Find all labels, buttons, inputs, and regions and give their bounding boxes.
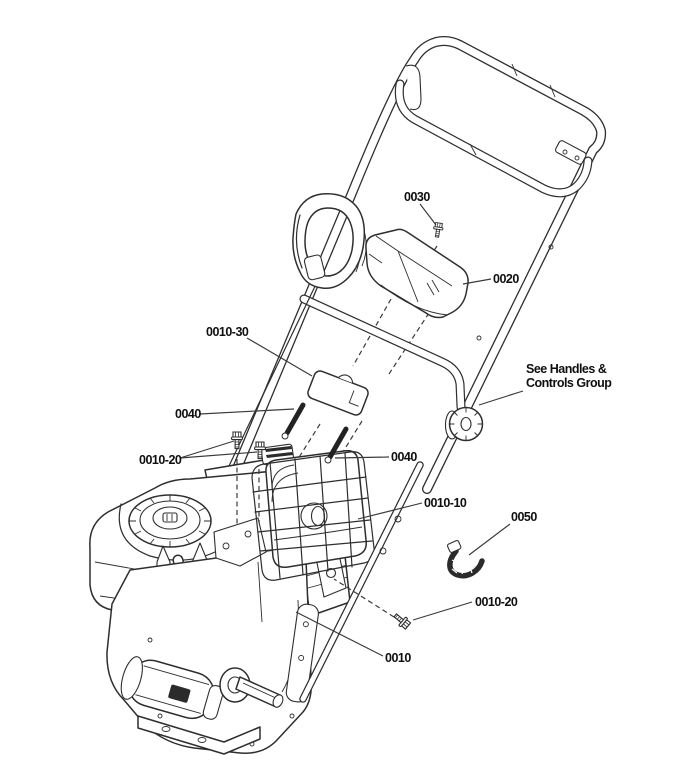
label-0040-left: 0040 — [175, 407, 201, 421]
label-0040-right: 0040 — [391, 450, 417, 464]
label-0010-20-top: 0010-20 — [139, 453, 182, 467]
label-0010: 0010 — [385, 651, 411, 665]
label-0010-10: 0010-10 — [424, 496, 467, 510]
label-0010-20-bottom: 0010-20 — [475, 595, 518, 609]
label-0020: 0020 — [493, 272, 519, 286]
bracket-part-0010-30 — [306, 364, 371, 416]
see-handles-controls-note — [526, 362, 612, 390]
handle-knob — [446, 408, 483, 441]
hook-part-0050 — [447, 540, 482, 576]
label-0050: 0050 — [511, 510, 537, 524]
screw-part-0030 — [432, 222, 443, 237]
belt-cover-part-0020 — [366, 229, 468, 317]
note-line-1: See Handles & — [526, 362, 607, 376]
handle-clamp-plate — [554, 140, 587, 166]
note-line-2: Controls Group — [526, 376, 612, 390]
stud-part-0040-left — [282, 405, 303, 439]
cable-guide-hook — [406, 65, 421, 109]
gas-cap — [129, 495, 211, 547]
label-0030: 0030 — [404, 190, 430, 204]
label-0010-30: 0010-30 — [206, 325, 249, 339]
